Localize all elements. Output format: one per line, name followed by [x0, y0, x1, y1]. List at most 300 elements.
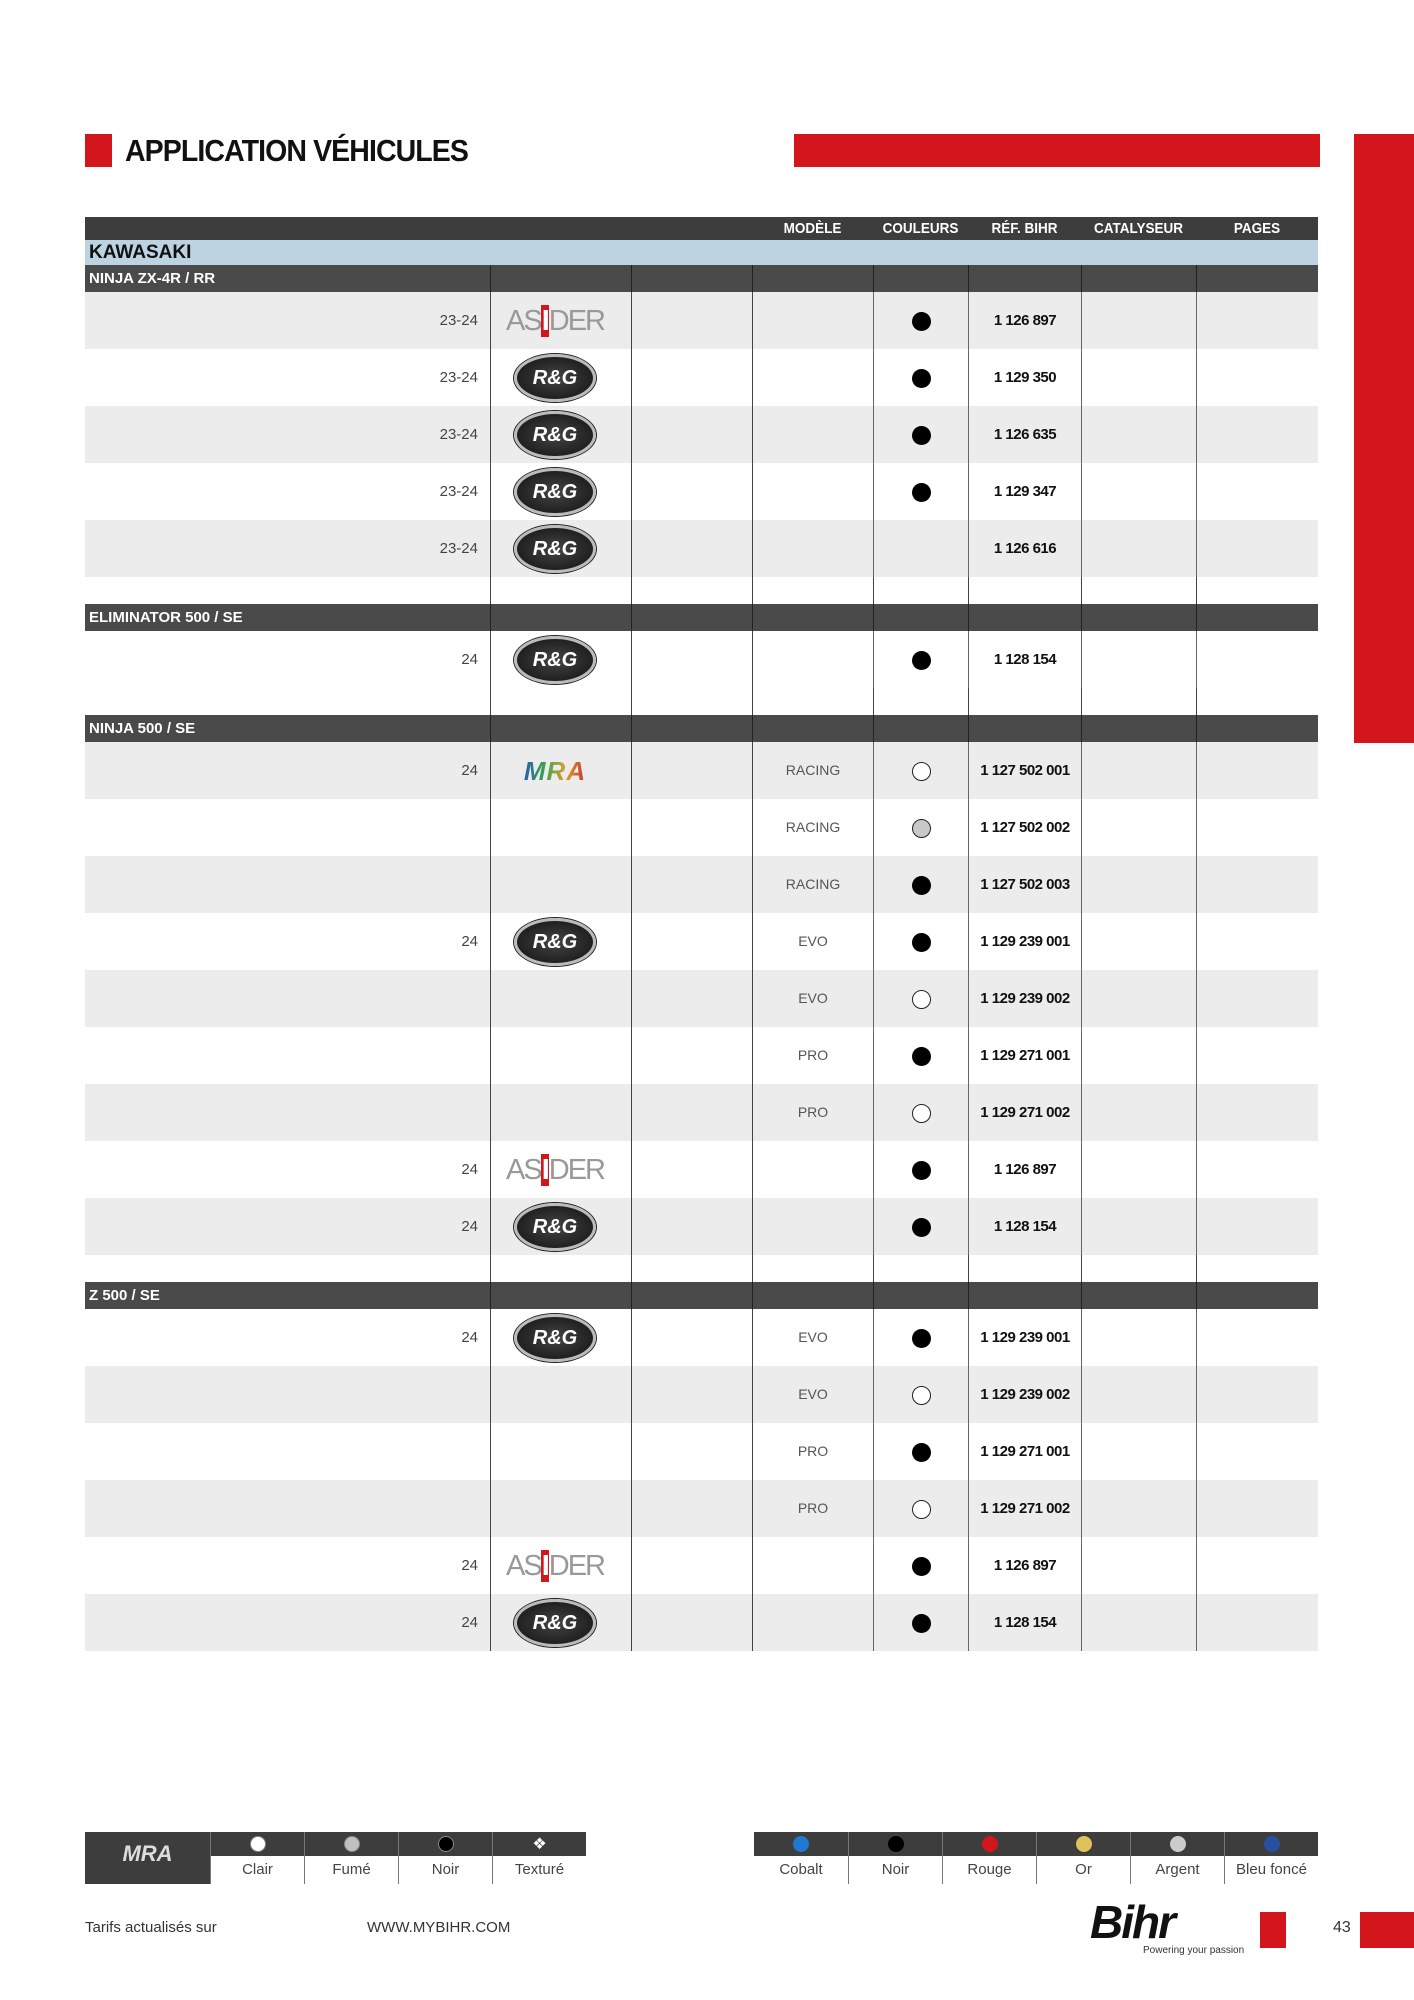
year-cell: 24 [461, 762, 478, 779]
rg-logo: R&G [514, 354, 596, 402]
catalyseur-cell [1081, 799, 1196, 856]
modele-cell [752, 1198, 873, 1255]
pages-cell [1196, 970, 1318, 1027]
black-color-dot [912, 1614, 931, 1633]
cell [631, 742, 752, 799]
table-row [85, 349, 1318, 406]
legend-label: Clair [242, 1861, 273, 1878]
cell [631, 688, 752, 715]
black-color-dot [912, 933, 931, 952]
column-header: CATALYSEUR [1093, 220, 1184, 237]
pages-cell [1196, 1309, 1318, 1366]
cell [631, 349, 752, 406]
cell [631, 265, 752, 292]
black-color-dot [912, 1443, 931, 1462]
brand-logo-cell [490, 970, 631, 1027]
color-cell [873, 799, 968, 856]
brand-logo-cell [490, 1366, 631, 1423]
cell [631, 631, 752, 688]
year-cell: 23-24 [439, 312, 478, 329]
legend-item [1130, 1832, 1224, 1884]
title-bar-decoration [794, 134, 1320, 167]
pages-cell [1196, 1537, 1318, 1594]
ref-bihr-cell: 1 128 154 [968, 631, 1081, 688]
ref-bihr-cell: 1 126 897 [968, 292, 1081, 349]
ref-bihr-cell: 1 127 502 003 [968, 856, 1081, 913]
modele-cell: PRO [752, 1027, 873, 1084]
cell [631, 913, 752, 970]
legend-label: Fumé [332, 1861, 371, 1878]
pages-cell [1196, 463, 1318, 520]
cell [85, 1255, 490, 1282]
color-legend [754, 1832, 1318, 1884]
table-row [85, 1537, 1318, 1594]
brand-logo-cell [490, 1141, 631, 1198]
white-color-dot [912, 1104, 931, 1123]
column-header [497, 217, 624, 240]
rg-logo: R&G [514, 636, 596, 684]
black-color-dot [912, 1047, 931, 1066]
color-swatch [793, 1836, 809, 1852]
pages-cell [1196, 1084, 1318, 1141]
cell [1196, 1255, 1318, 1282]
year-cell: 23-24 [439, 369, 478, 386]
bihr-logo: Bihr [1090, 1896, 1174, 1948]
brand-logo-cell [490, 292, 631, 349]
brand-logo-cell [490, 631, 631, 688]
modele-cell [752, 349, 873, 406]
brand-logo-cell [490, 349, 631, 406]
ref-bihr-cell: 1 126 897 [968, 1141, 1081, 1198]
table-row [85, 463, 1318, 520]
brand-logo-cell [490, 799, 631, 856]
ref-bihr-cell: 1 129 239 002 [968, 970, 1081, 1027]
asider-logo: ASIDER [506, 304, 604, 337]
cell [490, 265, 631, 292]
cell [968, 688, 1081, 715]
pages-cell [1196, 1480, 1318, 1537]
cell [1081, 688, 1196, 715]
cell [631, 970, 752, 1027]
modele-cell [752, 292, 873, 349]
cell [752, 715, 873, 742]
spacer-row [85, 1255, 1318, 1282]
year-cell [85, 970, 490, 1027]
catalyseur-cell [1081, 1309, 1196, 1366]
white-color-dot [912, 1386, 931, 1405]
color-swatch [1264, 1836, 1280, 1852]
black-color-dot [912, 483, 931, 502]
year-cell [85, 1366, 490, 1423]
cell [752, 604, 873, 631]
pages-cell [1196, 520, 1318, 577]
legend-swatch [211, 1832, 304, 1856]
cell [631, 1366, 752, 1423]
catalyseur-cell [1081, 406, 1196, 463]
year-cell: 24 [461, 1557, 478, 1574]
cell [631, 1141, 752, 1198]
cell [1081, 577, 1196, 604]
mra-logo: MRA [523, 755, 587, 786]
cell [968, 265, 1081, 292]
year-cell [85, 1084, 490, 1141]
modele-cell [752, 406, 873, 463]
legend-item [304, 1832, 398, 1884]
cell [1196, 604, 1318, 631]
ref-bihr-cell: 1 128 154 [968, 1198, 1081, 1255]
cell [631, 406, 752, 463]
rg-logo: R&G [514, 1203, 596, 1251]
table-row [85, 799, 1318, 856]
pages-cell [1196, 799, 1318, 856]
modele-cell [752, 1537, 873, 1594]
mra-logo: MRA [85, 1832, 210, 1884]
black-color-dot [912, 426, 931, 445]
ref-bihr-cell: 1 129 347 [968, 463, 1081, 520]
color-cell [873, 1027, 968, 1084]
cell [1196, 688, 1318, 715]
table-row [85, 1027, 1318, 1084]
ref-bihr-cell: 1 127 502 002 [968, 799, 1081, 856]
year-cell: 24 [461, 1218, 478, 1235]
color-cell [873, 1084, 968, 1141]
cell [968, 604, 1081, 631]
legend-label: Texturé [514, 1861, 565, 1878]
footer-tarifs: Tarifs actualisés sur [85, 1919, 217, 1936]
brand-logo-cell [490, 1480, 631, 1537]
model-name: NINJA ZX-4R / RR [89, 270, 216, 287]
catalyseur-cell [1081, 913, 1196, 970]
cell [631, 577, 752, 604]
brand-logo-cell [490, 520, 631, 577]
modele-cell [752, 520, 873, 577]
legend-swatch [1225, 1832, 1318, 1856]
model-name: ELIMINATOR 500 / SE [89, 609, 243, 626]
cell [1196, 1282, 1318, 1309]
pages-cell [1196, 913, 1318, 970]
footer-side-tab [1360, 1912, 1414, 1948]
modele-cell: PRO [752, 1480, 873, 1537]
legend-swatch [1131, 1832, 1224, 1856]
rg-logo: R&G [514, 468, 596, 516]
ref-bihr-cell: 1 126 616 [968, 520, 1081, 577]
brand-logo-rg [491, 631, 631, 688]
black-color-dot [912, 1329, 931, 1348]
legend-label: Cobalt [779, 1861, 823, 1878]
color-cell [873, 1480, 968, 1537]
cell [631, 1537, 752, 1594]
title-marker [85, 134, 112, 167]
year-cell: 24 [461, 1161, 478, 1178]
color-cell [873, 856, 968, 913]
cell [873, 604, 968, 631]
legend-label: Argent [1155, 1861, 1200, 1878]
footer-url[interactable]: WWW.MYBIHR.COM [367, 1919, 511, 1936]
cell [1196, 577, 1318, 604]
asider-logo: ASIDER [506, 1549, 604, 1582]
brand-logo-cell [490, 1198, 631, 1255]
catalyseur-cell [1081, 1537, 1196, 1594]
catalyseur-cell [1081, 1198, 1196, 1255]
color-cell [873, 1423, 968, 1480]
cell [968, 1282, 1081, 1309]
brand-logo-rg [491, 1594, 631, 1651]
cell [631, 1255, 752, 1282]
brand-logo-rg [491, 520, 631, 577]
cell [490, 715, 631, 742]
bihr-tagline: Powering your passion [1143, 1945, 1245, 1956]
legend-swatch [1037, 1832, 1130, 1856]
color-cell [873, 1198, 968, 1255]
catalyseur-cell [1081, 1423, 1196, 1480]
cell [631, 1309, 752, 1366]
legend-swatch [943, 1832, 1036, 1856]
brand-logo-rg [491, 1198, 631, 1255]
mra-color-legend [85, 1832, 586, 1884]
color-cell [873, 406, 968, 463]
color-swatch [1076, 1836, 1092, 1852]
pages-cell [1196, 1594, 1318, 1651]
catalyseur-cell [1081, 349, 1196, 406]
cell [631, 856, 752, 913]
cell [968, 1255, 1081, 1282]
cell [631, 1423, 752, 1480]
section-header [85, 265, 1318, 292]
white-color-dot [912, 762, 931, 781]
color-swatch [982, 1836, 998, 1852]
cell [631, 1594, 752, 1651]
color-swatch [888, 1836, 904, 1852]
legend-item [942, 1832, 1036, 1884]
ref-bihr-cell: 1 129 271 002 [968, 1084, 1081, 1141]
modele-cell: EVO [752, 1309, 873, 1366]
modele-cell: RACING [752, 856, 873, 913]
page-title: APPLICATION VÉHICULES [125, 133, 469, 168]
brand-logo-rg [491, 406, 631, 463]
cell [631, 1084, 752, 1141]
rg-logo: R&G [514, 411, 596, 459]
brand-row: KAWASAKI [85, 240, 1318, 265]
black-color-dot [912, 651, 931, 670]
application-table [85, 217, 1318, 1651]
cell [631, 1480, 752, 1537]
table-row [85, 856, 1318, 913]
ref-bihr-cell: 1 129 239 001 [968, 1309, 1081, 1366]
ref-bihr-cell: 1 129 271 001 [968, 1027, 1081, 1084]
cell [752, 1282, 873, 1309]
rg-logo: R&G [514, 525, 596, 573]
column-header [637, 217, 746, 240]
black-color-dot [912, 1218, 931, 1237]
year-cell [85, 1027, 490, 1084]
modele-cell [752, 463, 873, 520]
spacer-row [85, 688, 1318, 715]
color-cell [873, 520, 968, 577]
cell [631, 604, 752, 631]
cell [1081, 1282, 1196, 1309]
legend-swatch [305, 1832, 398, 1856]
brand-logo-mra [491, 742, 631, 799]
color-cell [873, 970, 968, 1027]
rg-logo: R&G [514, 1314, 596, 1362]
catalyseur-cell [1081, 1594, 1196, 1651]
cell [752, 688, 873, 715]
legend-swatch [849, 1832, 942, 1856]
brand-logo-cell [490, 913, 631, 970]
legend-item [754, 1832, 848, 1884]
brand-logo-cell [490, 1084, 631, 1141]
modele-cell: EVO [752, 1366, 873, 1423]
table-row [85, 1309, 1318, 1366]
brand-logo-cell [490, 856, 631, 913]
cell [631, 292, 752, 349]
table-row [85, 742, 1318, 799]
table-row [85, 1198, 1318, 1255]
rg-logo: R&G [514, 1599, 596, 1647]
pages-cell [1196, 1366, 1318, 1423]
table-row [85, 1084, 1318, 1141]
white-color-dot [912, 990, 931, 1009]
brand-logo-cell [490, 1594, 631, 1651]
cell [968, 577, 1081, 604]
side-tab-decoration [1354, 134, 1414, 743]
column-header: COULEURS [882, 220, 959, 237]
modele-cell: EVO [752, 913, 873, 970]
brand-logo-rg [491, 349, 631, 406]
cell [873, 688, 968, 715]
ref-bihr-cell: 1 128 154 [968, 1594, 1081, 1651]
cell [631, 463, 752, 520]
cell [631, 715, 752, 742]
cell [631, 1282, 752, 1309]
color-cell [873, 1594, 968, 1651]
legend-label: Rouge [967, 1861, 1012, 1878]
texture-icon: ❖ [532, 1836, 547, 1853]
ref-bihr-cell: 1 127 502 001 [968, 742, 1081, 799]
cell [873, 577, 968, 604]
cell [752, 1255, 873, 1282]
catalyseur-cell [1081, 1027, 1196, 1084]
ref-bihr-cell: 1 129 271 001 [968, 1423, 1081, 1480]
asider-logo: ASIDER [506, 1153, 604, 1186]
catalyseur-cell [1081, 742, 1196, 799]
model-name: NINJA 500 / SE [89, 720, 196, 737]
color-cell [873, 1141, 968, 1198]
table-row [85, 406, 1318, 463]
cell [490, 577, 631, 604]
black-color-dot [912, 312, 931, 331]
color-swatch [250, 1836, 266, 1852]
cell [752, 265, 873, 292]
catalyseur-cell [1081, 463, 1196, 520]
table-row [85, 913, 1318, 970]
year-cell: 24 [461, 1614, 478, 1631]
color-cell [873, 1537, 968, 1594]
color-cell [873, 1366, 968, 1423]
color-cell [873, 292, 968, 349]
year-cell: 23-24 [439, 426, 478, 443]
table-row [85, 1141, 1318, 1198]
rg-logo: R&G [514, 918, 596, 966]
pages-cell [1196, 1423, 1318, 1480]
table-row [85, 1594, 1318, 1651]
table-row [85, 1423, 1318, 1480]
color-cell [873, 349, 968, 406]
year-cell: 23-24 [439, 483, 478, 500]
brand-logo-cell [490, 463, 631, 520]
table-row [85, 631, 1318, 688]
brand-logo-cell [490, 1027, 631, 1084]
legend-label: Noir [881, 1861, 910, 1878]
catalyseur-cell [1081, 970, 1196, 1027]
cell [631, 520, 752, 577]
catalyseur-cell [1081, 856, 1196, 913]
modele-cell: EVO [752, 970, 873, 1027]
legend-swatch [399, 1832, 492, 1856]
cell [1081, 604, 1196, 631]
column-header: PAGES [1233, 220, 1281, 237]
black-color-dot [912, 1161, 931, 1180]
table-row [85, 292, 1318, 349]
table-row [85, 970, 1318, 1027]
cell [1081, 265, 1196, 292]
brand-logo-asider [491, 1141, 631, 1198]
catalyseur-cell [1081, 292, 1196, 349]
brand-logo-rg [491, 463, 631, 520]
catalyseur-cell [1081, 1480, 1196, 1537]
legend-swatch [754, 1832, 848, 1856]
cell [85, 577, 490, 604]
legend-item [210, 1832, 304, 1884]
column-header: MODÈLE [783, 220, 842, 237]
color-cell [873, 913, 968, 970]
color-swatch [344, 1836, 360, 1852]
modele-cell: RACING [752, 742, 873, 799]
white-color-dot [912, 1500, 931, 1519]
cell [631, 799, 752, 856]
legend-label: Noir [431, 1861, 460, 1878]
section-header [85, 1282, 1318, 1309]
column-header [105, 217, 470, 240]
catalyseur-cell [1081, 1366, 1196, 1423]
pages-cell [1196, 631, 1318, 688]
brand-logo-cell [490, 1537, 631, 1594]
pages-cell [1196, 349, 1318, 406]
pages-cell [1196, 1027, 1318, 1084]
column-header: RÉF. BIHR [991, 220, 1058, 237]
color-swatch [1170, 1836, 1186, 1852]
legend-item [1224, 1832, 1318, 1884]
black-color-dot [912, 369, 931, 388]
year-cell [85, 856, 490, 913]
cell [631, 1027, 752, 1084]
year-cell [85, 799, 490, 856]
legend-label: Or [1075, 1861, 1092, 1878]
year-cell: 23-24 [439, 540, 478, 557]
section-header [85, 604, 1318, 631]
pages-cell [1196, 406, 1318, 463]
cell [1081, 1255, 1196, 1282]
catalyseur-cell [1081, 520, 1196, 577]
table-row [85, 1366, 1318, 1423]
legend-swatch [493, 1832, 586, 1856]
brand-logo-cell [490, 742, 631, 799]
catalyseur-cell [1081, 1141, 1196, 1198]
cell [490, 1255, 631, 1282]
color-cell [873, 631, 968, 688]
year-cell [85, 1423, 490, 1480]
table-header [85, 217, 1318, 240]
